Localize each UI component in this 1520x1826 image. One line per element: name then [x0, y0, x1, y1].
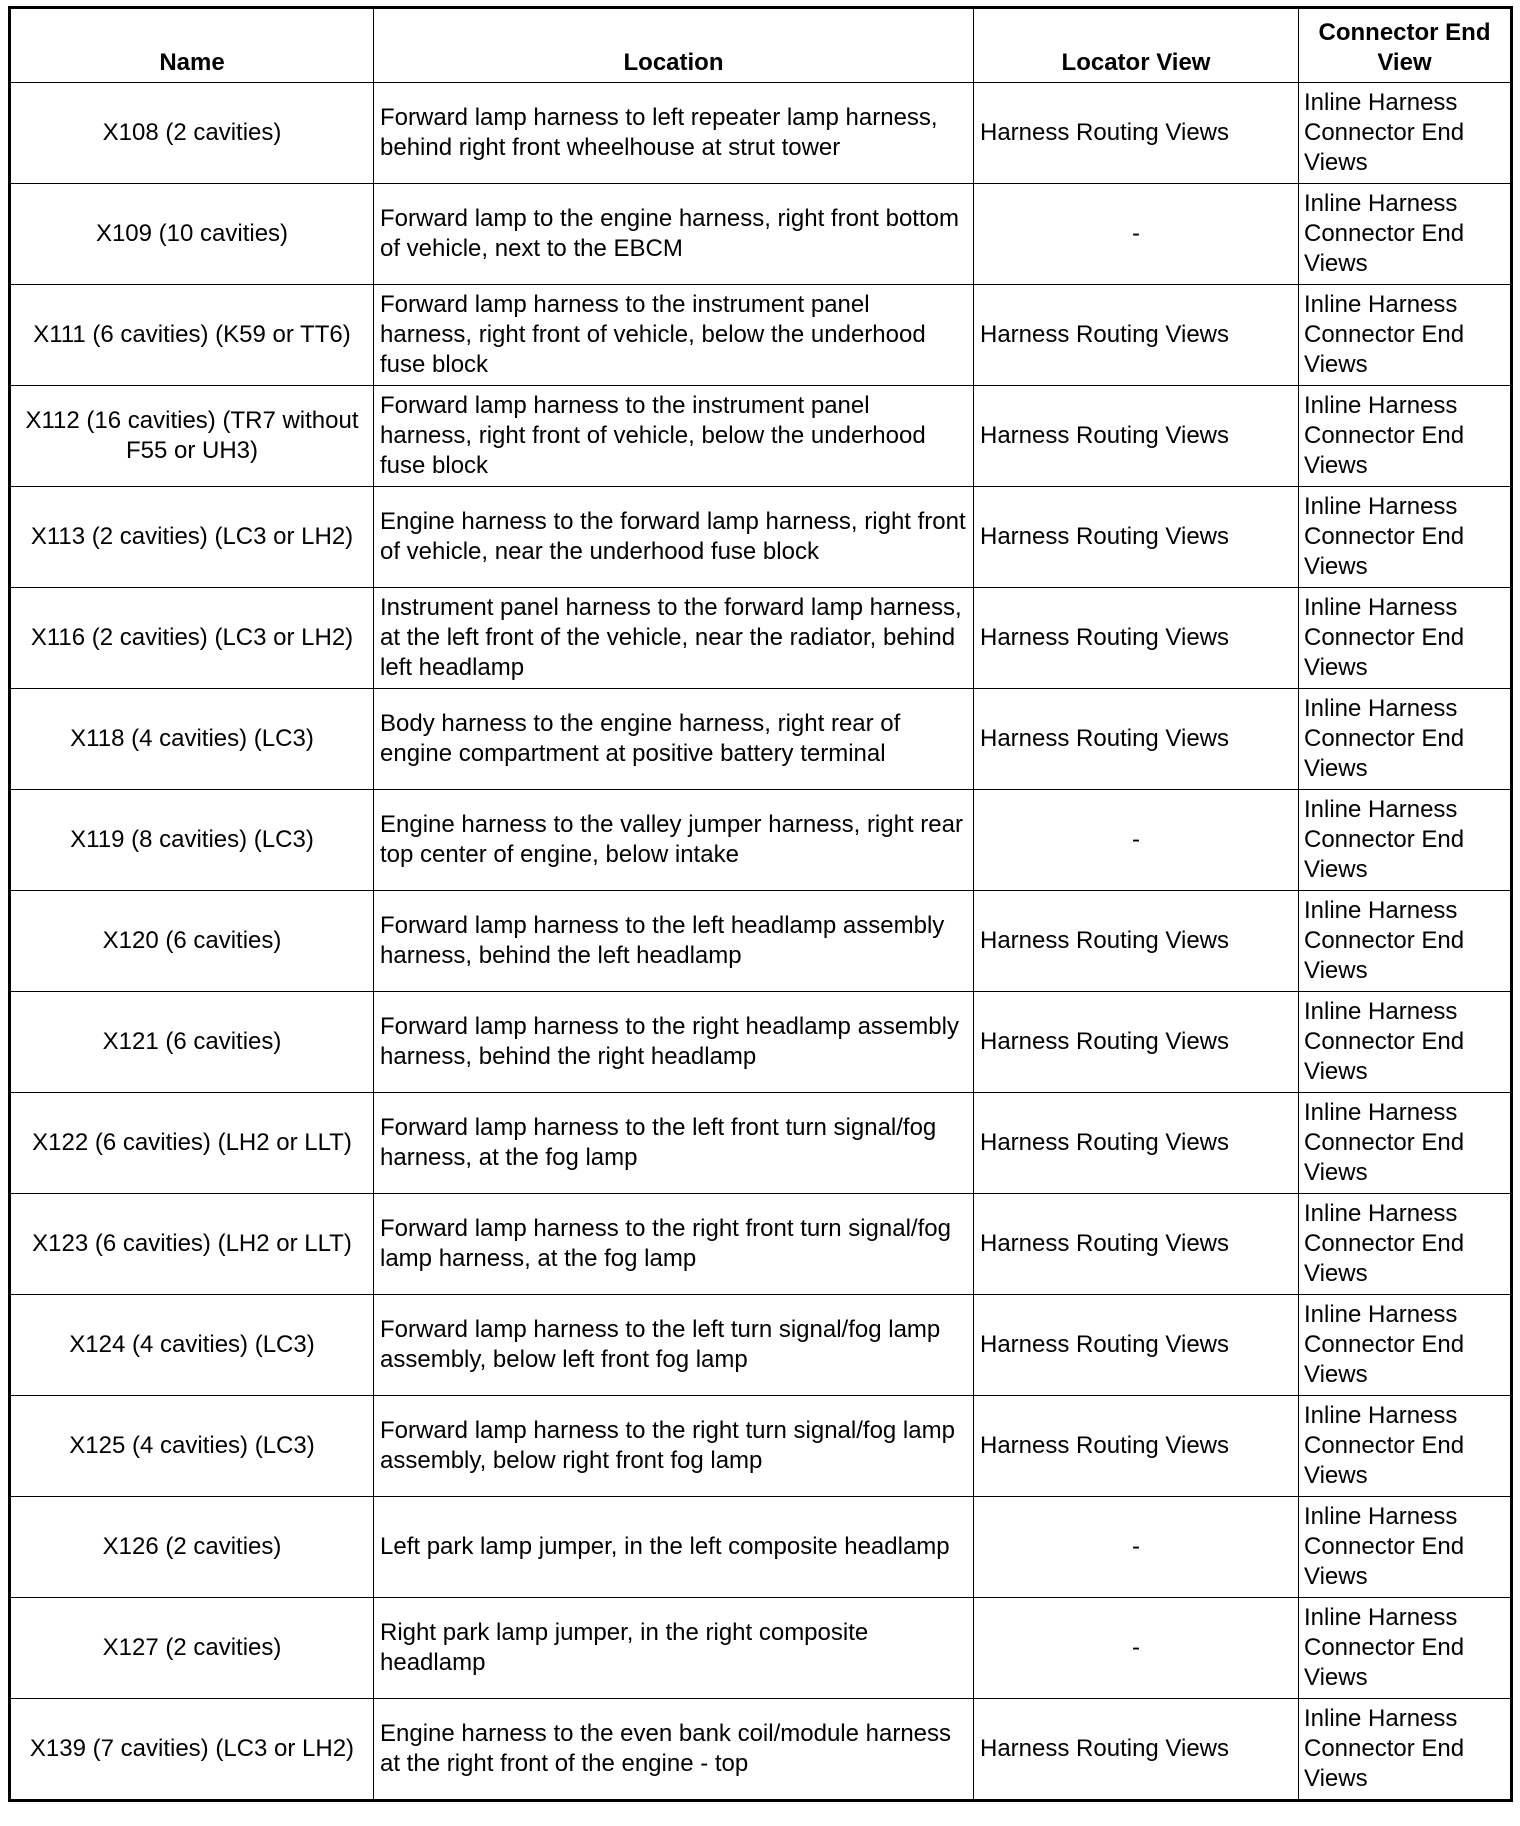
cell-name: X124 (4 cavities) (LC3)	[10, 1295, 374, 1396]
cell-name: X123 (6 cavities) (LH2 or LLT)	[10, 1194, 374, 1295]
cell-connector-end-view: Inline Harness Connector End Views	[1299, 689, 1512, 790]
cell-connector-end-view: Inline Harness Connector End Views	[1299, 891, 1512, 992]
cell-locator-view: Harness Routing Views	[974, 1699, 1299, 1801]
connector-table	[8, 6, 1513, 1802]
table-row	[10, 1699, 1512, 1801]
cell-name: X116 (2 cavities) (LC3 or LH2)	[10, 588, 374, 689]
header-location: Location	[374, 8, 974, 83]
cell-name: X112 (16 cavities) (TR7 without F55 or UH3)	[10, 386, 374, 487]
cell-location: Instrument panel harness to the forward lamp harness, at the left front of the vehicle, near the radiator, behind left headlamp	[374, 588, 974, 689]
cell-locator-view: Harness Routing Views	[974, 285, 1299, 386]
cell-location: Engine harness to the even bank coil/module harness at the right front of the engine - top	[374, 1699, 974, 1801]
cell-locator-view: -	[974, 1598, 1299, 1699]
table-row	[10, 1396, 1512, 1497]
cell-connector-end-view: Inline Harness Connector End Views	[1299, 1396, 1512, 1497]
table-row	[10, 487, 1512, 588]
cell-name: X139 (7 cavities) (LC3 or LH2)	[10, 1699, 374, 1801]
cell-location: Forward lamp to the engine harness, right front bottom of vehicle, next to the EBCM	[374, 184, 974, 285]
cell-connector-end-view: Inline Harness Connector End Views	[1299, 992, 1512, 1093]
table-row	[10, 1093, 1512, 1194]
cell-connector-end-view: Inline Harness Connector End Views	[1299, 487, 1512, 588]
table-body	[10, 83, 1512, 1801]
cell-location: Forward lamp harness to the left headlamp assembly harness, behind the left headlamp	[374, 891, 974, 992]
cell-connector-end-view: Inline Harness Connector End Views	[1299, 1093, 1512, 1194]
header-row	[10, 8, 1512, 83]
cell-locator-view: Harness Routing Views	[974, 1093, 1299, 1194]
table-row	[10, 588, 1512, 689]
cell-location: Forward lamp harness to the left front turn signal/fog harness, at the fog lamp	[374, 1093, 974, 1194]
cell-name: X118 (4 cavities) (LC3)	[10, 689, 374, 790]
cell-name: X126 (2 cavities)	[10, 1497, 374, 1598]
cell-name: X113 (2 cavities) (LC3 or LH2)	[10, 487, 374, 588]
cell-location: Forward lamp harness to the left turn signal/fog lamp assembly, below left front fog lamp	[374, 1295, 974, 1396]
cell-name: X125 (4 cavities) (LC3)	[10, 1396, 374, 1497]
cell-locator-view: Harness Routing Views	[974, 1295, 1299, 1396]
cell-locator-view: Harness Routing Views	[974, 992, 1299, 1093]
cell-location: Forward lamp harness to the right headlamp assembly harness, behind the right headlamp	[374, 992, 974, 1093]
header-connector-end-view: Connector End View	[1299, 8, 1512, 83]
table-row	[10, 689, 1512, 790]
cell-location: Forward lamp harness to the right front turn signal/fog lamp harness, at the fog lamp	[374, 1194, 974, 1295]
table-header	[10, 8, 1512, 83]
cell-locator-view: Harness Routing Views	[974, 1194, 1299, 1295]
cell-location: Engine harness to the forward lamp harness, right front of vehicle, near the underhood fuse block	[374, 487, 974, 588]
cell-locator-view: -	[974, 184, 1299, 285]
table-row	[10, 285, 1512, 386]
cell-connector-end-view: Inline Harness Connector End Views	[1299, 1497, 1512, 1598]
table-row	[10, 891, 1512, 992]
cell-locator-view: Harness Routing Views	[974, 891, 1299, 992]
cell-connector-end-view: Inline Harness Connector End Views	[1299, 83, 1512, 184]
cell-name: X119 (8 cavities) (LC3)	[10, 790, 374, 891]
cell-location: Forward lamp harness to left repeater lamp harness, behind right front wheelhouse at strut tower	[374, 83, 974, 184]
cell-location: Left park lamp jumper, in the left composite headlamp	[374, 1497, 974, 1598]
cell-name: X109 (10 cavities)	[10, 184, 374, 285]
table-row	[10, 1497, 1512, 1598]
cell-name: X120 (6 cavities)	[10, 891, 374, 992]
cell-locator-view: Harness Routing Views	[974, 689, 1299, 790]
cell-location: Right park lamp jumper, in the right composite headlamp	[374, 1598, 974, 1699]
cell-locator-view: Harness Routing Views	[974, 1396, 1299, 1497]
document-page	[8, 6, 1510, 1802]
cell-name: X127 (2 cavities)	[10, 1598, 374, 1699]
cell-connector-end-view: Inline Harness Connector End Views	[1299, 1699, 1512, 1801]
cell-location: Forward lamp harness to the instrument panel harness, right front of vehicle, below the underhood fuse block	[374, 285, 974, 386]
cell-connector-end-view: Inline Harness Connector End Views	[1299, 790, 1512, 891]
cell-locator-view: Harness Routing Views	[974, 83, 1299, 184]
cell-name: X122 (6 cavities) (LH2 or LLT)	[10, 1093, 374, 1194]
cell-location: Forward lamp harness to the right turn signal/fog lamp assembly, below right front fog lamp	[374, 1396, 974, 1497]
header-name: Name	[10, 8, 374, 83]
cell-connector-end-view: Inline Harness Connector End Views	[1299, 1598, 1512, 1699]
cell-locator-view: Harness Routing Views	[974, 487, 1299, 588]
cell-name: X121 (6 cavities)	[10, 992, 374, 1093]
cell-name: X108 (2 cavities)	[10, 83, 374, 184]
cell-location: Engine harness to the valley jumper harness, right rear top center of engine, below intake	[374, 790, 974, 891]
table-row	[10, 83, 1512, 184]
cell-connector-end-view: Inline Harness Connector End Views	[1299, 588, 1512, 689]
cell-connector-end-view: Inline Harness Connector End Views	[1299, 1194, 1512, 1295]
cell-name: X111 (6 cavities) (K59 or TT6)	[10, 285, 374, 386]
table-row	[10, 184, 1512, 285]
table-row	[10, 1295, 1512, 1396]
cell-locator-view: Harness Routing Views	[974, 588, 1299, 689]
cell-locator-view: Harness Routing Views	[974, 386, 1299, 487]
cell-connector-end-view: Inline Harness Connector End Views	[1299, 1295, 1512, 1396]
cell-location: Forward lamp harness to the instrument panel harness, right front of vehicle, below the underhood fuse block	[374, 386, 974, 487]
cell-connector-end-view: Inline Harness Connector End Views	[1299, 184, 1512, 285]
cell-connector-end-view: Inline Harness Connector End Views	[1299, 285, 1512, 386]
cell-location: Body harness to the engine harness, right rear of engine compartment at positive battery terminal	[374, 689, 974, 790]
header-locator-view: Locator View	[974, 8, 1299, 83]
cell-locator-view: -	[974, 790, 1299, 891]
table-row	[10, 992, 1512, 1093]
table-row	[10, 1598, 1512, 1699]
cell-connector-end-view: Inline Harness Connector End Views	[1299, 386, 1512, 487]
table-row	[10, 1194, 1512, 1295]
table-row	[10, 386, 1512, 487]
table-row	[10, 790, 1512, 891]
cell-locator-view: -	[974, 1497, 1299, 1598]
